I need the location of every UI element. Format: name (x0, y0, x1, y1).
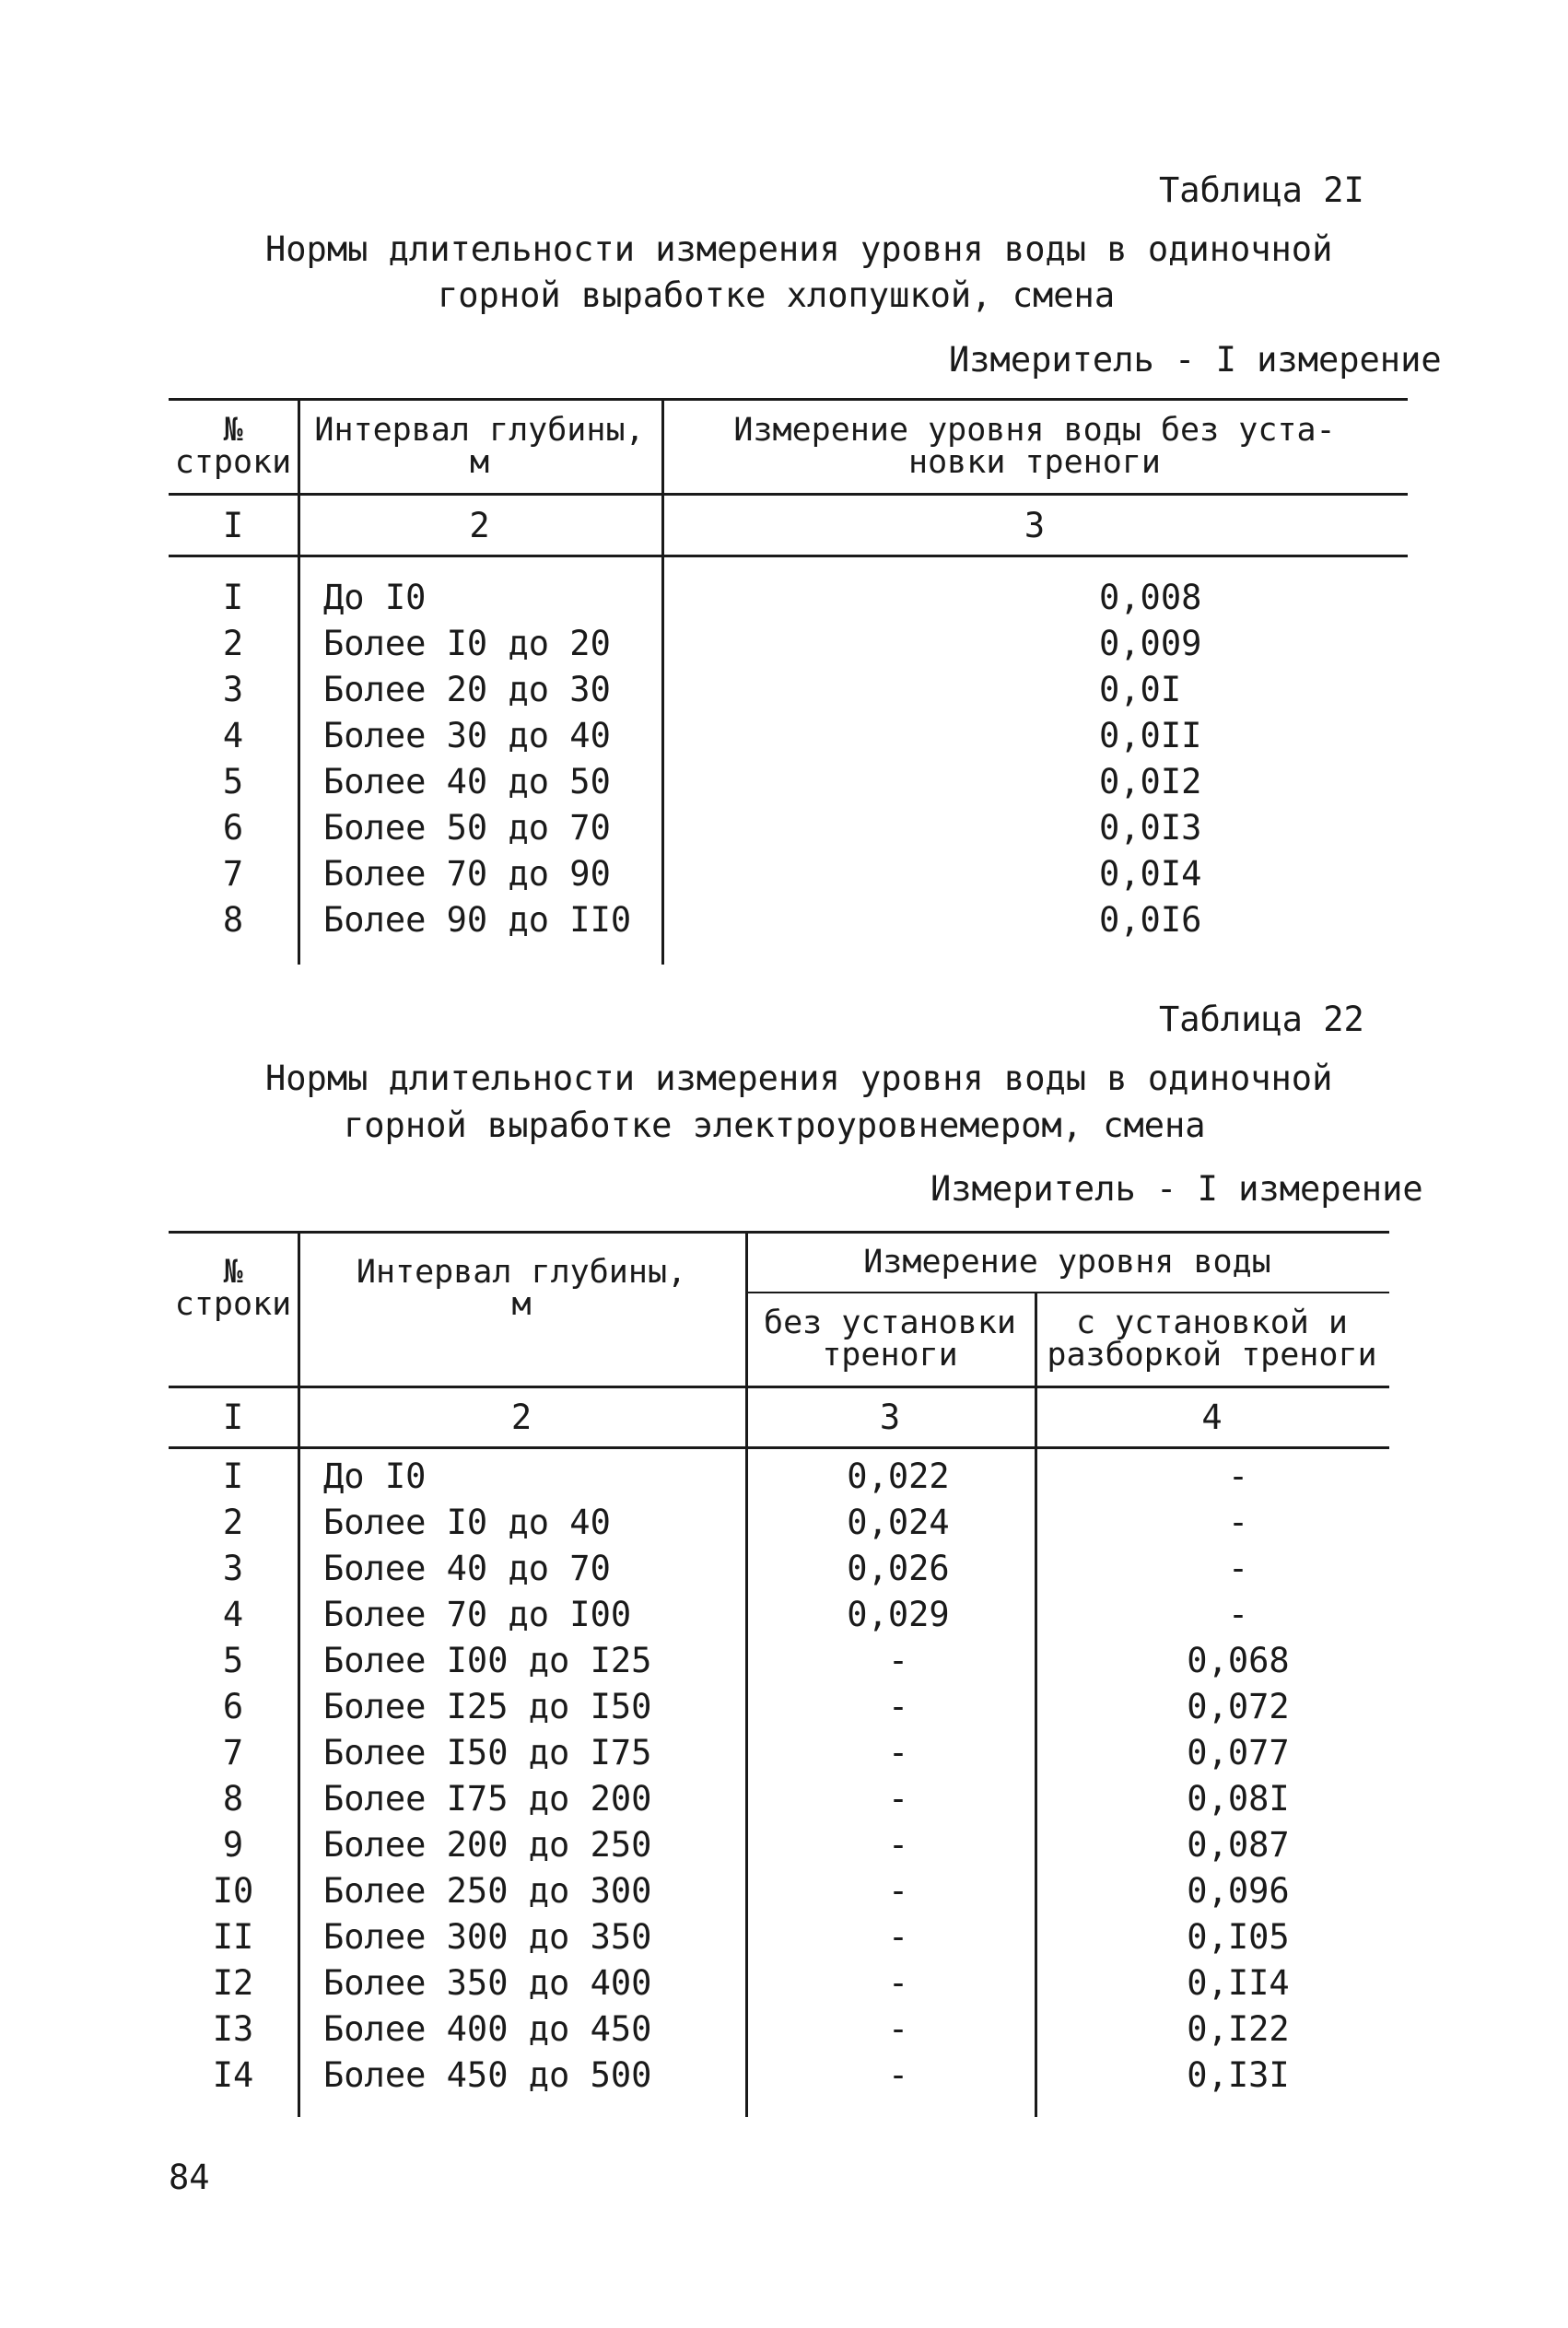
depth-interval: Более 20 до 30 (323, 670, 611, 709)
measurement-value: 0,009 (1099, 624, 1202, 663)
table21 (169, 398, 1408, 969)
measurement-value: 0,0I6 (1099, 900, 1202, 940)
table21-header-row-number (169, 405, 298, 488)
table-row (169, 1963, 1389, 2012)
measurement-value: 0,008 (1099, 578, 1202, 617)
value-with-tripod: 0,077 (1187, 1733, 1290, 1772)
table22-header-group-measurement: Измерение уровня воды (863, 1243, 1271, 1281)
depth-interval: Более I25 до I50 (323, 1687, 652, 1726)
table21-header-measurement-line1: Измерение уровня воды без уста- (733, 412, 1336, 449)
page-number: 84 (169, 2158, 210, 2197)
row-number: 5 (222, 762, 244, 801)
table21-numbering-2: 2 (469, 505, 490, 545)
table22-header-without-tripod-line1: без установки (764, 1304, 1016, 1341)
table-row (169, 762, 1408, 811)
table21-numbering-1: I (222, 505, 244, 545)
row-number: I0 (212, 1871, 254, 1911)
table22-header-without-tripod (745, 1295, 1035, 1384)
value-with-tripod: - (1227, 1503, 1249, 1542)
row-number: 7 (222, 854, 244, 894)
depth-interval: Более 70 до I00 (323, 1595, 632, 1634)
row-number: I3 (212, 2009, 254, 2049)
table22-header-depth-label: Интервал глубины, (356, 1254, 687, 1291)
table-row (169, 808, 1408, 857)
table21-top-border (169, 398, 1408, 401)
table22-numbering-divider (169, 1446, 1389, 1449)
row-number: 8 (222, 1779, 244, 1819)
table22-numbering-2: 2 (510, 1398, 532, 1437)
value-with-tripod: 0,08I (1187, 1779, 1290, 1819)
value-without-tripod: - (887, 1733, 909, 1772)
depth-interval: Более 40 до 50 (323, 762, 611, 801)
table22-numbering-3: 3 (879, 1398, 901, 1437)
depth-interval: Более 450 до 500 (323, 2055, 652, 2095)
depth-interval: Более I0 до 40 (323, 1503, 611, 1542)
depth-interval: Более 50 до 70 (323, 808, 611, 848)
table-row (169, 1733, 1389, 1782)
depth-interval: Более 30 до 40 (323, 716, 611, 755)
row-number: 8 (222, 900, 244, 940)
table22-header-with-tripod-line1: с установкой и (1075, 1304, 1348, 1341)
value-without-tripod: - (887, 1641, 909, 1680)
value-with-tripod: 0,I22 (1187, 2009, 1290, 2049)
table22-unit: Измеритель - I измерение (930, 1169, 1423, 1209)
row-number: 7 (222, 1733, 244, 1772)
table22-numbering-4: 4 (1201, 1398, 1223, 1437)
row-number: 2 (222, 624, 244, 663)
table21-title-line1: Нормы длительности измерения уровня воды в одиночной (265, 229, 1333, 269)
table21-header-depth-unit: м (469, 444, 490, 481)
table22-header-no-sign: № (223, 1254, 243, 1291)
table22-header-depth-interval (298, 1238, 745, 1339)
value-with-tripod: - (1227, 1456, 1249, 1496)
table22-header-without-tripod-line2: треноги (822, 1337, 958, 1374)
measurement-value: 0,0I3 (1099, 808, 1202, 848)
value-with-tripod: - (1227, 1595, 1249, 1634)
table21-header-depth-interval (298, 405, 661, 488)
table21-header-measurement (661, 405, 1408, 488)
depth-interval: Более I0 до 20 (323, 624, 611, 663)
depth-interval: Более 90 до II0 (323, 900, 632, 940)
value-with-tripod: 0,I05 (1187, 1917, 1290, 1957)
measurement-value: 0,0I (1099, 670, 1182, 709)
table-row (169, 1505, 1389, 1551)
table22-top-border (169, 1231, 1389, 1234)
value-with-tripod: 0,096 (1187, 1871, 1290, 1911)
value-with-tripod: 0,072 (1187, 1687, 1290, 1726)
table22-header-with-tripod-line2: разборкой треноги (1047, 1337, 1377, 1374)
row-number: I (222, 1456, 244, 1496)
row-number: I4 (212, 2055, 254, 2095)
value-without-tripod: - (887, 2009, 909, 2049)
table-row (169, 854, 1408, 903)
table-row (169, 2009, 1389, 2058)
table22-header-with-tripod (1035, 1295, 1389, 1384)
table21-header-row-word: строки (174, 444, 292, 481)
measurement-value: 0,0I2 (1099, 762, 1202, 801)
value-without-tripod: 0,029 (847, 1595, 950, 1634)
value-without-tripod: - (887, 2055, 909, 2095)
table-row (169, 900, 1408, 949)
table-row (169, 1779, 1389, 1828)
value-with-tripod: 0,068 (1187, 1641, 1290, 1680)
depth-interval: Более 350 до 400 (323, 1963, 652, 2003)
table21-label: Таблица 2I (1159, 170, 1364, 210)
row-number: 3 (222, 1549, 244, 1588)
depth-interval: Более 400 до 450 (323, 2009, 652, 2049)
row-number: 6 (222, 808, 244, 848)
depth-interval: До I0 (323, 1456, 427, 1496)
measurement-value: 0,0II (1099, 716, 1202, 755)
row-number: I2 (212, 1963, 254, 2003)
value-without-tripod: - (887, 1917, 909, 1957)
row-number: II (212, 1917, 254, 1957)
depth-interval: Более I00 до I25 (323, 1641, 652, 1680)
table21-header-no-sign: № (223, 412, 243, 449)
value-without-tripod: - (887, 1687, 909, 1726)
row-number: 3 (222, 670, 244, 709)
table22-group-divider (745, 1292, 1389, 1293)
depth-interval: Более 70 до 90 (323, 854, 611, 894)
value-without-tripod: - (887, 1779, 909, 1819)
table-row (169, 716, 1408, 765)
value-without-tripod: 0,022 (847, 1456, 950, 1496)
depth-interval: Более 200 до 250 (323, 1825, 652, 1865)
depth-interval: Более I50 до I75 (323, 1733, 652, 1772)
table-row (169, 580, 1408, 626)
depth-interval: Более I75 до 200 (323, 1779, 652, 1819)
depth-interval: Более 300 до 350 (323, 1917, 652, 1957)
depth-interval: Более 40 до 70 (323, 1549, 611, 1588)
value-without-tripod: - (887, 1871, 909, 1911)
table-row (169, 1871, 1389, 1920)
table-row (169, 1456, 1389, 1505)
depth-interval: Более 250 до 300 (323, 1871, 652, 1911)
value-without-tripod: - (887, 1963, 909, 2003)
row-number: 2 (222, 1503, 244, 1542)
table21-title-line2: горной выработке хлопушкой, смена (438, 275, 1116, 315)
table-row (169, 2055, 1389, 2104)
depth-interval: До I0 (323, 578, 427, 617)
row-number: 9 (222, 1825, 244, 1865)
table21-header-depth-label: Интервал глубины, (314, 412, 645, 449)
table-row (169, 1597, 1389, 1644)
table22-label: Таблица 22 (1159, 1000, 1364, 1039)
table-row (169, 1687, 1389, 1736)
table-row (169, 1551, 1389, 1597)
value-with-tripod: 0,II4 (1187, 1963, 1290, 2003)
table-row (169, 1917, 1389, 1966)
table-row (169, 1825, 1389, 1874)
table-row (169, 670, 1408, 719)
table-row (169, 1641, 1389, 1690)
table21-unit: Измеритель - I измерение (949, 340, 1442, 380)
row-number: 4 (222, 1595, 244, 1634)
value-without-tripod: 0,026 (847, 1549, 950, 1588)
table22-title-line2: горной выработке электроуровнемером, смена (344, 1106, 1206, 1145)
row-number: 6 (222, 1687, 244, 1726)
value-without-tripod: - (887, 1825, 909, 1865)
value-without-tripod: 0,024 (847, 1503, 950, 1542)
value-with-tripod: 0,I3I (1187, 2055, 1290, 2095)
measurement-value: 0,0I4 (1099, 854, 1202, 894)
row-number: 4 (222, 716, 244, 755)
table-row (169, 626, 1408, 673)
table22-header-row-word: строки (174, 1286, 292, 1323)
value-with-tripod: - (1227, 1549, 1249, 1588)
table22-title-line1: Нормы длительности измерения уровня воды в одиночной (265, 1059, 1333, 1098)
table22-numbering-1: I (222, 1398, 244, 1437)
table22-header-row-number (169, 1238, 298, 1339)
table21-numbering-3: 3 (1024, 505, 1046, 545)
value-with-tripod: 0,087 (1187, 1825, 1290, 1865)
row-number: I (222, 578, 244, 617)
table22-header-depth-unit: м (511, 1286, 532, 1323)
table21-header-measurement-line2: новки треноги (908, 444, 1161, 481)
row-number: 5 (222, 1641, 244, 1680)
table22 (169, 1231, 1389, 2124)
table21-numbering-divider (169, 555, 1408, 557)
